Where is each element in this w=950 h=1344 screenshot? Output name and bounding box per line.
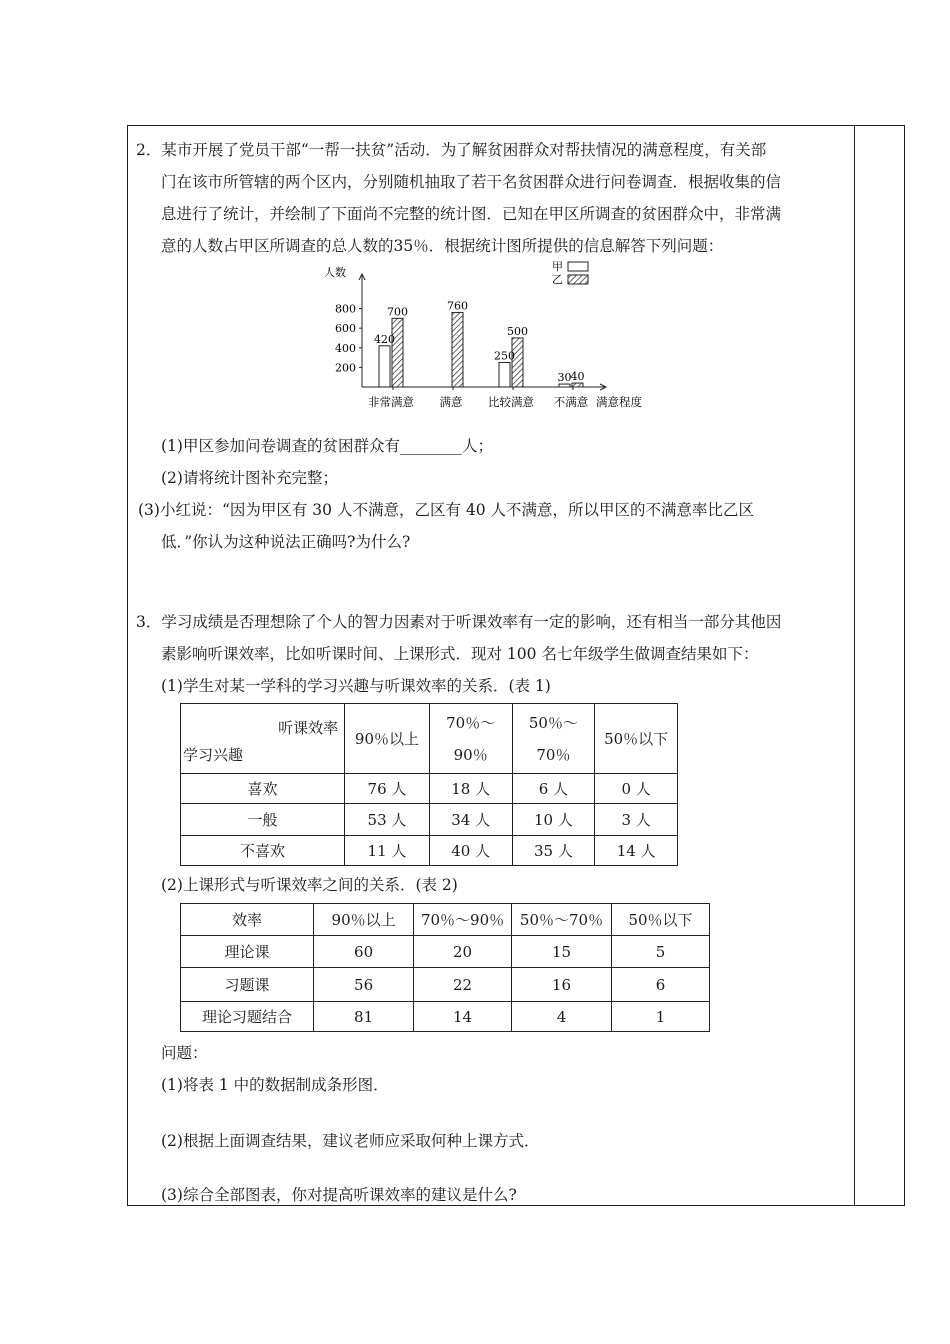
- q3-sub-1: (1)学生对某一学科的学习兴趣与听课效率的关系．(表 1): [161, 677, 551, 695]
- table-cell: 35 人: [512, 836, 595, 866]
- table-cell: 10 人: [512, 804, 595, 836]
- legend-swatch: [568, 262, 588, 271]
- y-tick-label: 600: [335, 322, 356, 336]
- table-cell: 34 人: [429, 804, 512, 836]
- table-cell: 18 人: [429, 774, 512, 804]
- q3-line-1: 3．学习成绩是否理想除了个人的智力因素对于听课效率有一定的影响，还有相当一部分其他因: [136, 613, 782, 631]
- table-cell: 16: [512, 968, 612, 1002]
- table-1-col-axis-label: 听课效率: [278, 719, 339, 737]
- table-row: [181, 968, 710, 1002]
- q2-sub-1: (1)甲区参加问卷调查的贫困群众有________人；: [161, 437, 493, 455]
- bar-value-label: 700: [387, 305, 408, 319]
- table-2-header-row: [181, 904, 710, 936]
- table-cell: 15: [512, 936, 612, 968]
- q3-line-2: 素影响听课效率，比如听课时间、上课形式．现对 100 名七年级学生做调查结果如下：: [161, 645, 759, 663]
- category-label: 非常满意: [368, 395, 414, 409]
- bar: [379, 346, 390, 387]
- table-1-header-cell: 70％～ 90％: [429, 704, 512, 774]
- question-c: (3)综合全部图表，你对提高听课效率的建议是什么?: [161, 1186, 517, 1204]
- bar: [499, 362, 510, 387]
- table-1-header-row: [181, 704, 678, 774]
- table-cell: 60: [314, 936, 414, 968]
- table-cell: 76 人: [345, 774, 430, 804]
- y-tick-label: 800: [335, 302, 356, 316]
- legend-swatch: [568, 275, 588, 284]
- table-1-header-cell: 50％以下: [595, 704, 678, 774]
- table-cell: 40 人: [429, 836, 512, 866]
- table-1-diagonal-header: [181, 704, 345, 774]
- bar: [452, 312, 463, 387]
- table-1: [180, 703, 678, 866]
- q2-sub-2: (2)请将统计图补充完整；: [161, 469, 338, 487]
- table-cell: 不喜欢: [181, 836, 345, 866]
- table-2-header-cell: 50％以下: [612, 904, 710, 936]
- table-cell: 6: [612, 968, 710, 1002]
- table-cell: 14 人: [595, 836, 678, 866]
- q3-sub-2: (2)上课形式与听课效率之间的关系．(表 2): [161, 876, 458, 894]
- table-cell: 习题课: [181, 968, 314, 1002]
- bar: [559, 384, 570, 387]
- table-cell: 5: [612, 936, 710, 968]
- table-cell: 22: [414, 968, 512, 1002]
- table-cell: 81: [314, 1002, 414, 1032]
- satisfaction-bar-chart: [320, 254, 670, 414]
- table-row: [181, 804, 678, 836]
- table-2-header-cell: 50％～70％: [512, 904, 612, 936]
- bar-value-label: 500: [507, 324, 528, 338]
- category-label: 比较满意: [488, 395, 534, 409]
- right-margin-column: [854, 126, 855, 1205]
- x-axis-label: 满意程度: [596, 395, 642, 409]
- table-1-header-cell: 90％以上: [345, 704, 430, 774]
- q2-sub-3-line-1: (3)小红说：“因为甲区有 30 人不满意，乙区有 40 人不满意，所以甲区的不满意率比乙区: [138, 501, 755, 519]
- category-label: 满意: [439, 395, 463, 409]
- y-tick-label: 400: [335, 341, 356, 355]
- bar: [572, 383, 583, 387]
- table-cell: 理论课: [181, 936, 314, 968]
- q2-line-4: 意的人数占甲区所调查的总人数的35％．根据统计图所提供的信息解答下列问题：: [161, 237, 724, 255]
- questions-label: 问题：: [161, 1044, 208, 1062]
- table-cell: 11 人: [345, 836, 430, 866]
- category-label: 不满意: [553, 395, 589, 409]
- table-cell: 14: [414, 1002, 512, 1032]
- table-row: [181, 936, 710, 968]
- table-2-header-cell: 效率: [181, 904, 314, 936]
- table-cell: 0 人: [595, 774, 678, 804]
- table-cell: 6 人: [512, 774, 595, 804]
- bar-value-label: 760: [447, 299, 468, 313]
- bar-value-label: 40: [570, 370, 585, 384]
- table-1-row-axis-label: 学习兴趣: [183, 746, 244, 764]
- q2-line-1: 2．某市开展了党员干部“一帮一扶贫”活动．为了解贫困群众对帮扶情况的满意程度，有关部: [136, 141, 767, 159]
- table-row: [181, 1002, 710, 1032]
- q2-line-3: 息进行了统计，并绘制了下面尚不完整的统计图．已知在甲区所调查的贫困群众中，非常满: [161, 205, 782, 223]
- table-cell: 56: [314, 968, 414, 1002]
- table-row: [181, 836, 678, 866]
- bar-value-label: 420: [374, 332, 395, 346]
- q2-sub-3-line-2: 低．”你认为这种说法正确吗?为什么?: [161, 533, 411, 551]
- bar-value-label: 250: [494, 349, 515, 363]
- table-2: [180, 903, 710, 1032]
- table-cell: 53 人: [345, 804, 430, 836]
- table-row: [181, 774, 678, 804]
- table-cell: 一般: [181, 804, 345, 836]
- table-cell: 3 人: [595, 804, 678, 836]
- y-tick-label: 200: [335, 361, 356, 375]
- table-cell: 喜欢: [181, 774, 345, 804]
- q2-line-2: 门在该市所管辖的两个区内，分别随机抽取了若干名贫困群众进行问卷调查．根据收集的信: [161, 173, 782, 191]
- table-cell: 4: [512, 1002, 612, 1032]
- bar-value-label: 30: [557, 371, 572, 385]
- y-axis-label: 人数: [324, 266, 346, 279]
- question-a: (1)将表 1 中的数据制成条形图．: [161, 1076, 389, 1094]
- table-cell: 1: [612, 1002, 710, 1032]
- question-b: (2)根据上面调查结果，建议老师应采取何种上课方式．: [161, 1132, 540, 1150]
- legend-label: 乙: [552, 273, 563, 286]
- table-2-header-cell: 70％～90％: [414, 904, 512, 936]
- table-1-header-cell: 50％～ 70％: [512, 704, 595, 774]
- table-2-header-cell: 90％以上: [314, 904, 414, 936]
- legend-label: 甲: [552, 260, 563, 273]
- table-cell: 理论习题结合: [181, 1002, 314, 1032]
- table-cell: 20: [414, 936, 512, 968]
- bar: [392, 318, 403, 387]
